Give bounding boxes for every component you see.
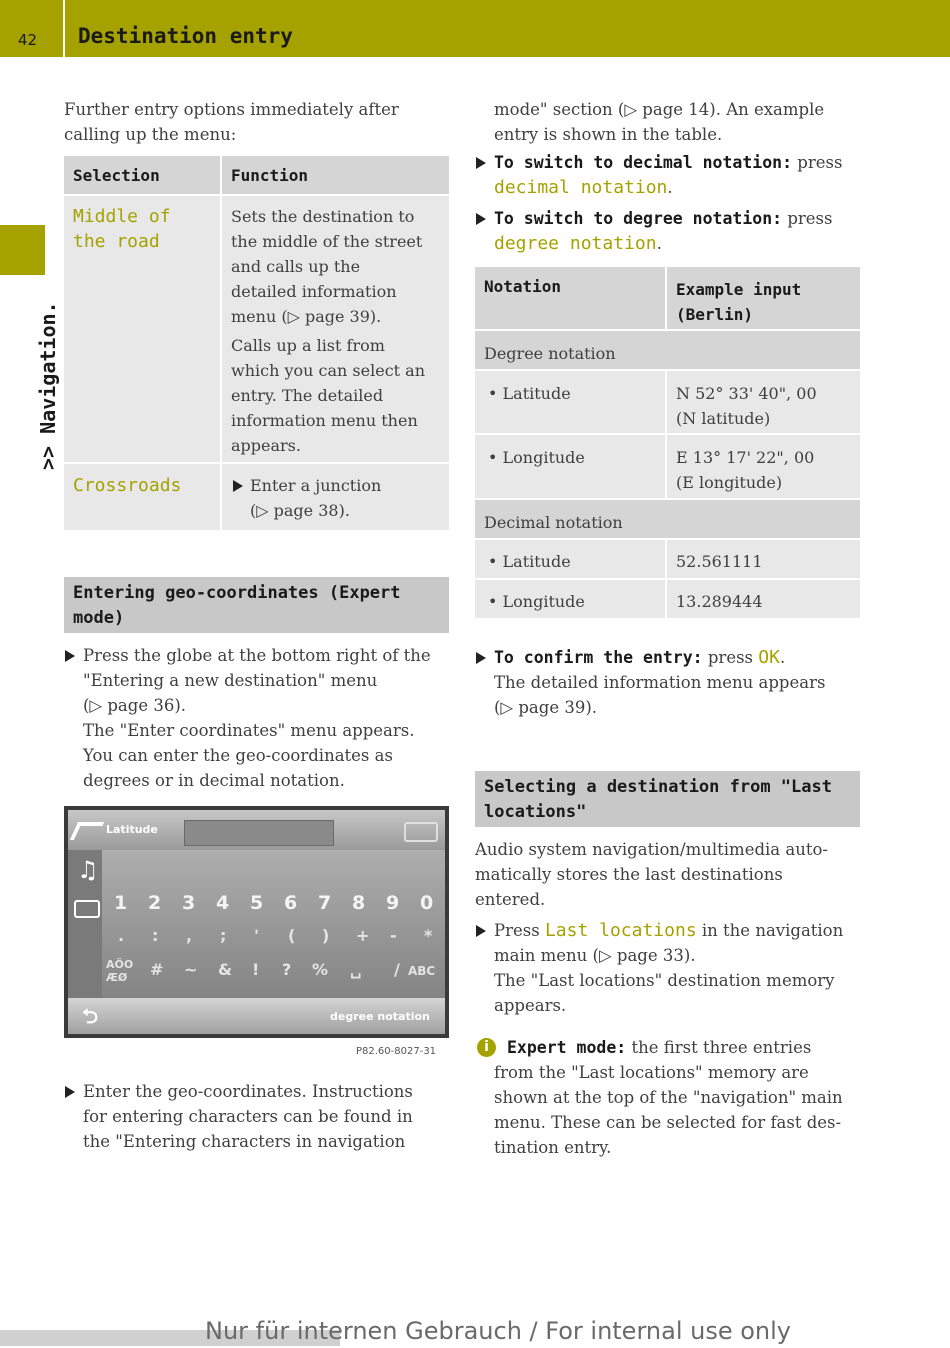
arrow-icon: [233, 480, 243, 492]
arrow-icon: [476, 157, 486, 169]
footer-watermark: Nur für internen Gebrauch / For internal use only: [205, 1317, 791, 1345]
function-middle-of-road: [231, 204, 422, 329]
degree-longitude-value: [676, 445, 814, 495]
key-percent[interactable]: %: [312, 960, 329, 979]
value-line: (E longitude): [676, 473, 783, 492]
key-minus[interactable]: -: [390, 926, 397, 945]
key-7[interactable]: 7: [318, 892, 332, 914]
right-intro: [494, 97, 824, 147]
function-line: menu (▷ page 39).: [231, 307, 382, 326]
decimal-step: [494, 150, 842, 200]
step-line: Enter the geo-coordinates. Instructions: [83, 1082, 413, 1101]
page-title: Destination entry: [78, 24, 293, 48]
step-end: .: [667, 178, 673, 197]
header-line: Example input: [676, 280, 802, 299]
key-asterisk[interactable]: *: [424, 926, 433, 945]
function-line: information menu then: [231, 411, 418, 430]
step-line: appears.: [494, 996, 567, 1015]
step-line: main menu (▷ page 33).: [494, 946, 696, 965]
degree-notation-button[interactable]: degree notation: [330, 1010, 430, 1023]
note-line: menu. These can be selected for fast des-: [494, 1113, 842, 1132]
image-code: P82.60-8027-31: [356, 1046, 437, 1057]
intro-line: mode" section (▷ page 14). An example: [494, 100, 825, 119]
key-9[interactable]: 9: [386, 892, 400, 914]
degree-notation-label: Degree notation: [484, 344, 616, 363]
key-colon[interactable]: :: [152, 926, 159, 945]
key-tilde[interactable]: ~: [184, 960, 198, 979]
header-divider: [63, 0, 65, 57]
key-hash[interactable]: #: [150, 960, 164, 979]
degree-notation-key: degree notation: [494, 233, 657, 254]
function-line: and calls up the: [231, 257, 361, 276]
selection-line: Middle of: [73, 206, 171, 227]
step-line: (▷ page 39).: [494, 698, 598, 717]
decimal-longitude-label: • Longitude: [488, 592, 585, 611]
key-0[interactable]: 0: [420, 892, 434, 914]
arrow-icon: [476, 925, 486, 937]
step-line: (▷ page 36).: [83, 696, 187, 715]
last-locations-paragraph: [475, 837, 828, 912]
key-exclamation[interactable]: !: [252, 960, 260, 979]
left-intro: [64, 97, 399, 147]
intro-line: Further entry options immediately after: [64, 100, 399, 119]
note-line: shown at the top of the "navigation" main: [494, 1088, 843, 1107]
key-close-paren[interactable]: ): [322, 926, 330, 945]
step-line: for entering characters can be found in: [83, 1107, 413, 1126]
decimal-notation-key: decimal notation: [494, 177, 668, 198]
step-line: degrees or in decimal notation.: [83, 771, 345, 790]
para-line: matically stores the last destinations: [475, 865, 783, 884]
step-line: You can enter the geo-coordinates as: [83, 746, 393, 765]
value-line: N 52° 33' 40", 00: [676, 384, 817, 403]
key-3[interactable]: 3: [182, 892, 196, 914]
key-ampersand[interactable]: &: [218, 960, 232, 979]
decimal-longitude-value: 13.289444: [676, 592, 763, 611]
step-line: The detailed information menu appears: [494, 673, 826, 692]
step-bold: To switch to decimal notation:: [494, 153, 793, 172]
step-line: "Entering a new destination" menu: [83, 671, 378, 690]
step-text: press: [792, 153, 843, 172]
expert-mode-note: [494, 1035, 843, 1160]
key-apostrophe[interactable]: ': [254, 926, 259, 945]
last-locations-key: Last locations: [544, 920, 697, 941]
selection-crossroads: Crossroads: [73, 475, 182, 496]
function-line: which you can select an: [231, 361, 426, 380]
selection-middle-of-road: [73, 204, 171, 254]
arrow-icon: [476, 652, 486, 664]
function-line: Calls up a list from: [231, 336, 385, 355]
table-header-function: Function: [231, 166, 309, 185]
back-icon[interactable]: ⮌: [82, 1004, 99, 1028]
para-line: entered.: [475, 890, 546, 909]
note-line: from the "Last locations" memory are: [494, 1063, 809, 1082]
side-section-label: >> Navigation.: [36, 301, 60, 470]
table-header-notation: Notation: [484, 277, 562, 296]
key-plus[interactable]: +: [356, 926, 370, 945]
side-tab-marker: [0, 225, 45, 275]
degree-latitude-value: [676, 381, 817, 431]
step-end: .: [779, 648, 786, 667]
step-end: .: [656, 234, 662, 253]
function-crossroads: [250, 473, 381, 523]
step-line: The "Enter coordinates" menu appears.: [83, 721, 415, 740]
function-line: entry. The detailed: [231, 386, 384, 405]
latitude-input[interactable]: [184, 820, 334, 846]
backspace-icon[interactable]: [404, 822, 438, 842]
key-semicolon[interactable]: ;: [220, 926, 227, 945]
step-bold: To switch to degree notation:: [494, 209, 783, 228]
key-2[interactable]: 2: [148, 892, 162, 914]
decimal-latitude-value: 52.561111: [676, 552, 763, 571]
key-question[interactable]: ?: [282, 960, 292, 979]
info-icon: i: [477, 1038, 496, 1057]
section-heading-last-locations: [475, 771, 860, 827]
key-slash[interactable]: /: [394, 960, 400, 979]
step-text: press: [702, 648, 759, 667]
step-text: in the navigation: [696, 921, 844, 940]
step-line: The "Last locations" destination memory: [494, 971, 835, 990]
key-5[interactable]: 5: [250, 892, 264, 914]
alt-key-line: AÖO: [106, 958, 134, 971]
key-4[interactable]: 4: [216, 892, 230, 914]
key-comma[interactable]: ,: [186, 926, 193, 945]
heading-line: mode): [73, 608, 125, 628]
last-locations-step: [494, 918, 843, 1018]
value-line: E 13° 17' 22", 00: [676, 448, 815, 467]
key-space[interactable]: ␣: [350, 960, 362, 979]
geo-step-2: [83, 1079, 413, 1154]
degree-step: [494, 206, 833, 256]
ok-key: OK: [758, 647, 780, 668]
degree-latitude-label: • Latitude: [488, 384, 571, 403]
key-8[interactable]: 8: [352, 892, 366, 914]
intro-line: entry is shown in the table.: [494, 125, 723, 144]
note-line: tination entry.: [494, 1138, 612, 1157]
function-line: Sets the destination to: [231, 207, 415, 226]
note-text: the first three entries: [626, 1038, 812, 1057]
heading-line: locations": [484, 802, 587, 822]
confirm-step: [494, 645, 825, 720]
heading-line: Selecting a destination from "Last: [484, 777, 832, 797]
para-line: Audio system navigation/multimedia auto-: [475, 840, 828, 859]
alt-key-line: ÆØ: [106, 971, 128, 984]
function-list: [231, 333, 425, 458]
key-period[interactable]: .: [118, 926, 125, 945]
function-line: appears.: [231, 436, 301, 455]
step-text: Press: [494, 921, 545, 940]
header-line: (Berlin): [676, 305, 754, 324]
step-line: the "Entering characters in navigation: [83, 1132, 406, 1151]
function-line: (▷ page 38).: [250, 501, 350, 520]
intro-line: calling up the menu:: [64, 125, 237, 144]
decimal-notation-label: Decimal notation: [484, 513, 623, 532]
geo-step-1: [83, 643, 431, 793]
decimal-latitude-label: • Latitude: [488, 552, 571, 571]
arrow-icon: [65, 1086, 75, 1098]
step-line: Press the globe at the bottom right of the: [83, 646, 431, 665]
key-open-paren[interactable]: (: [288, 926, 296, 945]
value-line: (N latitude): [676, 409, 771, 428]
degree-longitude-label: • Longitude: [488, 448, 585, 467]
arrow-icon: [65, 650, 75, 662]
section-heading-geo: [64, 577, 449, 633]
function-line: Enter a junction: [250, 476, 382, 495]
alt-characters-key[interactable]: [106, 958, 133, 984]
step-text: press: [782, 209, 833, 228]
function-line: detailed information: [231, 282, 397, 301]
latitude-label: Latitude: [106, 823, 158, 836]
step-bold: To confirm the entry:: [494, 648, 703, 667]
table-header-example: [676, 277, 801, 327]
abc-key[interactable]: ABC: [408, 964, 436, 978]
selection-line: the road: [73, 231, 160, 252]
heading-line: Entering geo-coordinates (Expert: [73, 583, 401, 603]
key-6[interactable]: 6: [284, 892, 298, 914]
note-bold: Expert mode:: [507, 1038, 627, 1057]
screen-display: [68, 810, 445, 1034]
coordinates-screen-image: [64, 806, 449, 1038]
music-icon[interactable]: ♫: [77, 856, 99, 884]
page-number: 42: [18, 31, 38, 49]
arrow-icon: [476, 213, 486, 225]
function-line: the middle of the street: [231, 232, 423, 251]
key-1[interactable]: 1: [114, 892, 128, 914]
radio-icon[interactable]: [74, 900, 100, 918]
table-header-selection: Selection: [73, 166, 160, 185]
